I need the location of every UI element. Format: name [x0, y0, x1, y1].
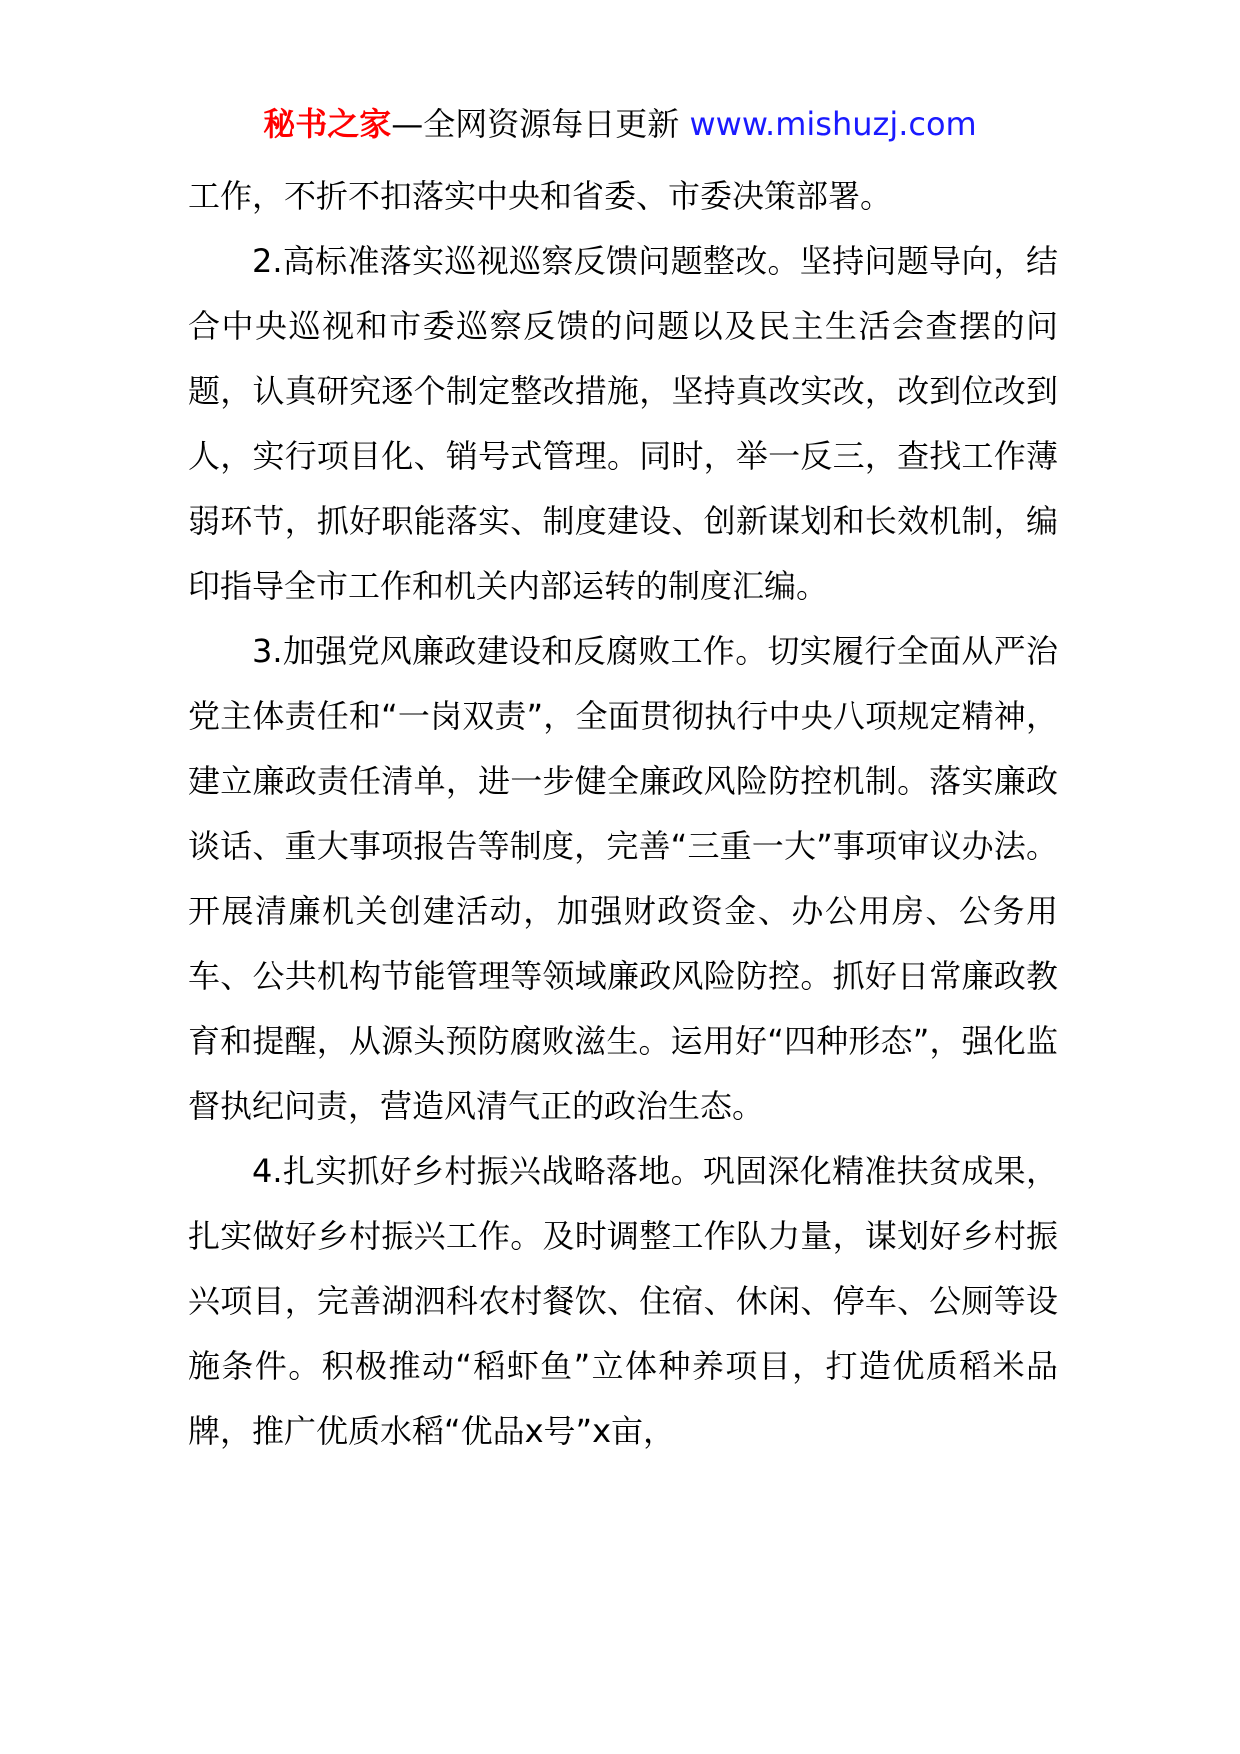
paragraph-item-2: 2.高标准落实巡视巡察反馈问题整改。坚持问题导向，结合中央巡视和市委巡察反馈的问题以及民主生活会查摆的问题，认真研究逐个制定整改措施，坚持真改实改，改到位改到人，实行项目化、销号式管理。同时，举一反三，查找工作薄弱环节，抓好职能落实、制度建设、创新谋划和长效机制，编印指导全市工作和机关内部运转的制度汇编。 [188, 242, 1058, 605]
site-tagline: —全网资源每日更新 [391, 105, 690, 143]
paragraph-item-3: 3.加强党风廉政建设和反腐败工作。切实履行全面从严治党主体责任和“一岗双责”，全面贯彻执行中央八项规定精神，建立廉政责任清单，进一步健全廉政风险防控机制。落实廉政谈话、重大事项报告等制度，完善“三重一大”事项审议办法。开展清廉机关创建活动，加强财政资金、办公用房、公务用车、公共机构节能管理等领域廉政风险防控。抓好日常廉政教育和提醒，从源头预防腐败滋生。运用好“四种形态”，强化监督执纪问责，营造风清气正的政治生态。 [188, 632, 1058, 1125]
site-url-link[interactable]: www.mishuzj.com [689, 105, 977, 143]
site-header [0, 102, 1240, 146]
site-brand: 秘书之家 [263, 105, 392, 143]
document-body [188, 164, 1058, 1464]
paragraph-continuation: 工作，不折不扣落实中央和省委、市委决策部署。 [188, 177, 893, 215]
paragraph-item-4: 4.扎实抓好乡村振兴战略落地。巩固深化精准扶贫成果，扎实做好乡村振兴工作。及时调整工作队力量，谋划好乡村振兴项目，完善湖泗科农村餐饮、住宿、休闲、停车、公厕等设施条件。积极推动“稻虾鱼”立体种养项目，打造优质稻米品牌，推广优质水稻“优品x号”x亩， [188, 1152, 1058, 1450]
